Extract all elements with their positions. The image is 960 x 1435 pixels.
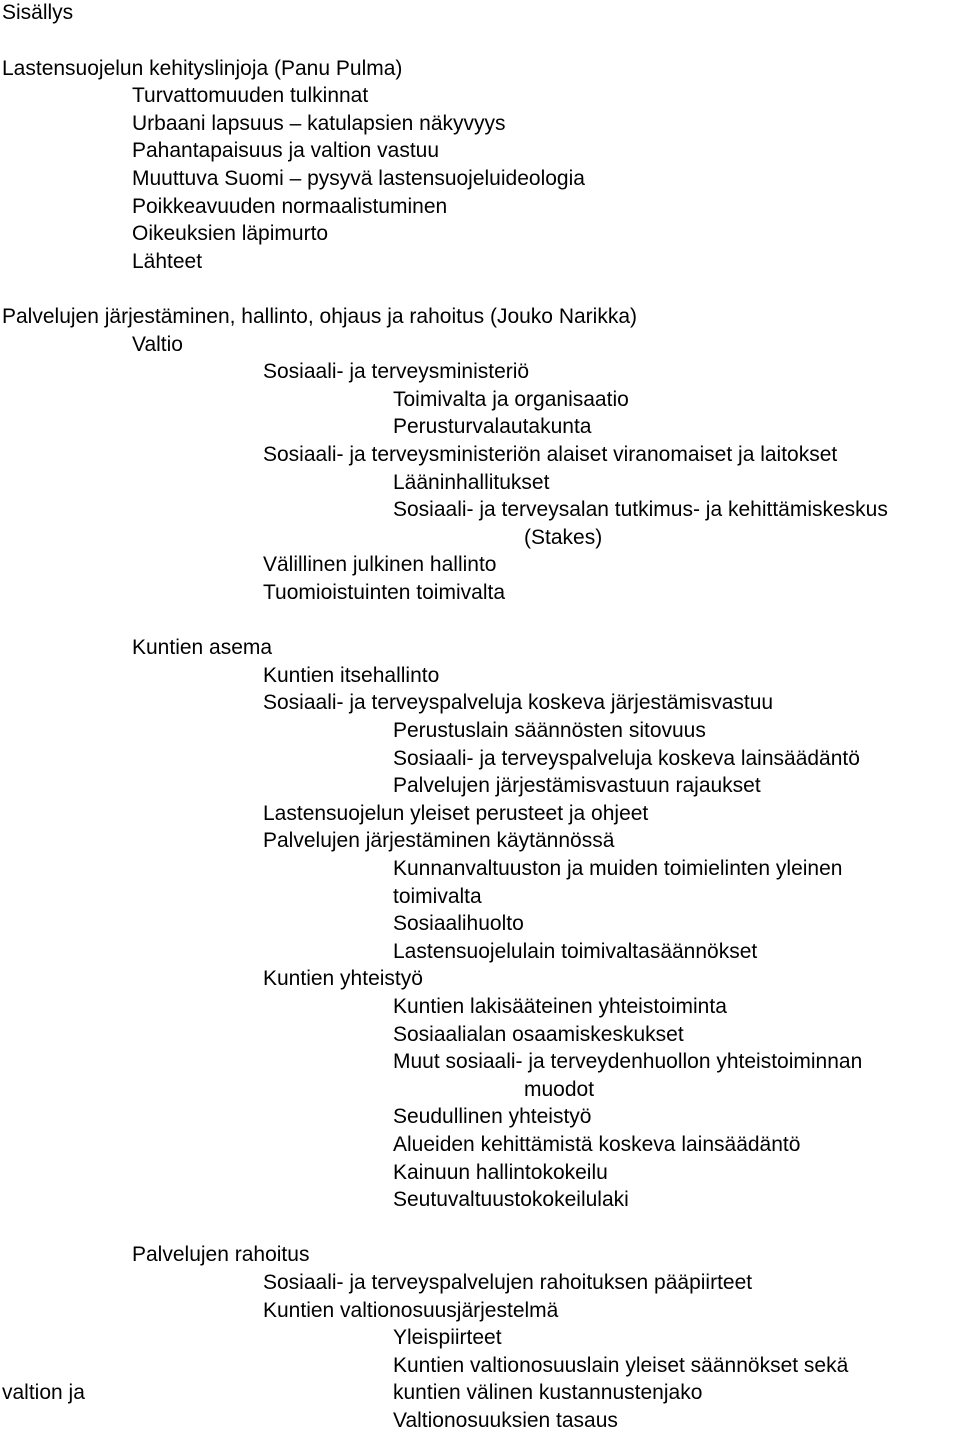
- toc-entry: Sosiaali- ja terveyspalvelujen rahoituksen pääpiirteet: [263, 1271, 753, 1294]
- toc-entry: Kuntien asema: [132, 636, 273, 660]
- toc-entry: Palvelujen järjestämisvastuun rajaukset: [393, 774, 761, 798]
- toc-entry: Kuntien lakisääteinen yhteistoiminta: [393, 995, 727, 1018]
- toc-entry: Muut sosiaali- ja terveydenhuollon yhteistoiminnan: [393, 1050, 863, 1074]
- toc-entry: Sosiaali- ja terveysministeriön alaiset viranomaiset ja laitokset: [263, 443, 838, 466]
- toc-entry: Palvelujen järjestäminen käytännössä: [263, 829, 615, 853]
- toc-entry: (Stakes): [524, 525, 603, 549]
- toc-entry: Perustuslain säännösten sitovuus: [393, 719, 706, 742]
- toc-entry: Lastensuojelun yleiset perusteet ja ohjeet: [263, 801, 649, 825]
- toc-entry: Valtio: [132, 332, 183, 356]
- toc-entry: Yleispiirteet: [393, 1326, 502, 1350]
- toc-entry: Tuomioistuinten toimivalta: [263, 581, 505, 604]
- toc-entry: Muuttuva Suomi – pysyvä lastensuojeluideologia: [132, 167, 585, 190]
- toc-entry: muodot: [524, 1077, 595, 1101]
- toc-entry: Palvelujen rahoitus: [132, 1243, 310, 1267]
- toc-entry: Poikkeavuuden normaalistuminen: [132, 194, 448, 218]
- toc-entry: Palvelujen järjestäminen, hallinto, ohjaus ja rahoitus (Jouko Narikka): [2, 305, 637, 328]
- toc-entry: Sosiaalialan osaamiskeskukset: [393, 1022, 684, 1046]
- toc-entry: Sosiaali- ja terveysministeriö: [263, 360, 530, 384]
- toc-entry: Kunnanvaltuuston ja muiden toimielinten yleinen: [393, 857, 843, 880]
- toc-entry: Sosiaali- ja terveyspalveluja koskeva lainsäädäntö: [393, 746, 860, 770]
- toc-entry: Turvattomuuden tulkinnat: [132, 84, 369, 108]
- toc-entry: Sosiaali- ja terveyspalveluja koskeva järjestämisvastuu: [263, 691, 774, 715]
- toc-entry: kuntien välinen kustannustenjako: [393, 1381, 703, 1405]
- toc-entry: Perusturvalautakunta: [393, 415, 592, 439]
- toc-entry: Kuntien yhteistyö: [263, 967, 423, 991]
- toc-entry: Pahantapaisuus ja valtion vastuu: [132, 139, 440, 163]
- toc-entry: valtion ja: [2, 1381, 85, 1405]
- toc-entry: Kuntien valtionosuuslain yleiset säännökset sekä: [393, 1353, 849, 1377]
- toc-entry: Urbaani lapsuus – katulapsien näkyvyys: [132, 111, 506, 135]
- toc-entry: Valtionosuuksien tasaus: [393, 1409, 618, 1432]
- toc-entry: Lähteet: [132, 249, 203, 273]
- toc-entry: Välillinen julkinen hallinto: [263, 553, 497, 577]
- toc-entry: Lääninhallitukset: [393, 470, 550, 494]
- toc-entry: Sosiaalihuolto: [393, 912, 524, 936]
- toc-entry: Seudullinen yhteistyö: [393, 1105, 592, 1129]
- toc-entry: Sosiaali- ja terveysalan tutkimus- ja kehittämiskeskus: [393, 498, 888, 522]
- toc-entry: Oikeuksien läpimurto: [132, 222, 329, 246]
- toc-entry: Kuntien valtionosuusjärjestelmä: [263, 1298, 559, 1322]
- toc-entry: Toimivalta ja organisaatio: [393, 387, 629, 411]
- toc-entry: Seutuvaltuustokokeilulaki: [393, 1188, 629, 1212]
- toc-entry: toimivalta: [393, 884, 482, 908]
- toc-entry: Lastensuojelun kehityslinjoja (Panu Pulma): [2, 56, 403, 80]
- toc-entry: Kainuun hallintokokeilu: [393, 1160, 608, 1184]
- page-title: Sisällys: [2, 1, 74, 25]
- toc-entry: Alueiden kehittämistä koskeva lainsäädäntö: [393, 1133, 801, 1156]
- toc-entry: Lastensuojelulain toimivaltasäännökset: [393, 939, 758, 963]
- toc-entry: Kuntien itsehallinto: [263, 663, 440, 687]
